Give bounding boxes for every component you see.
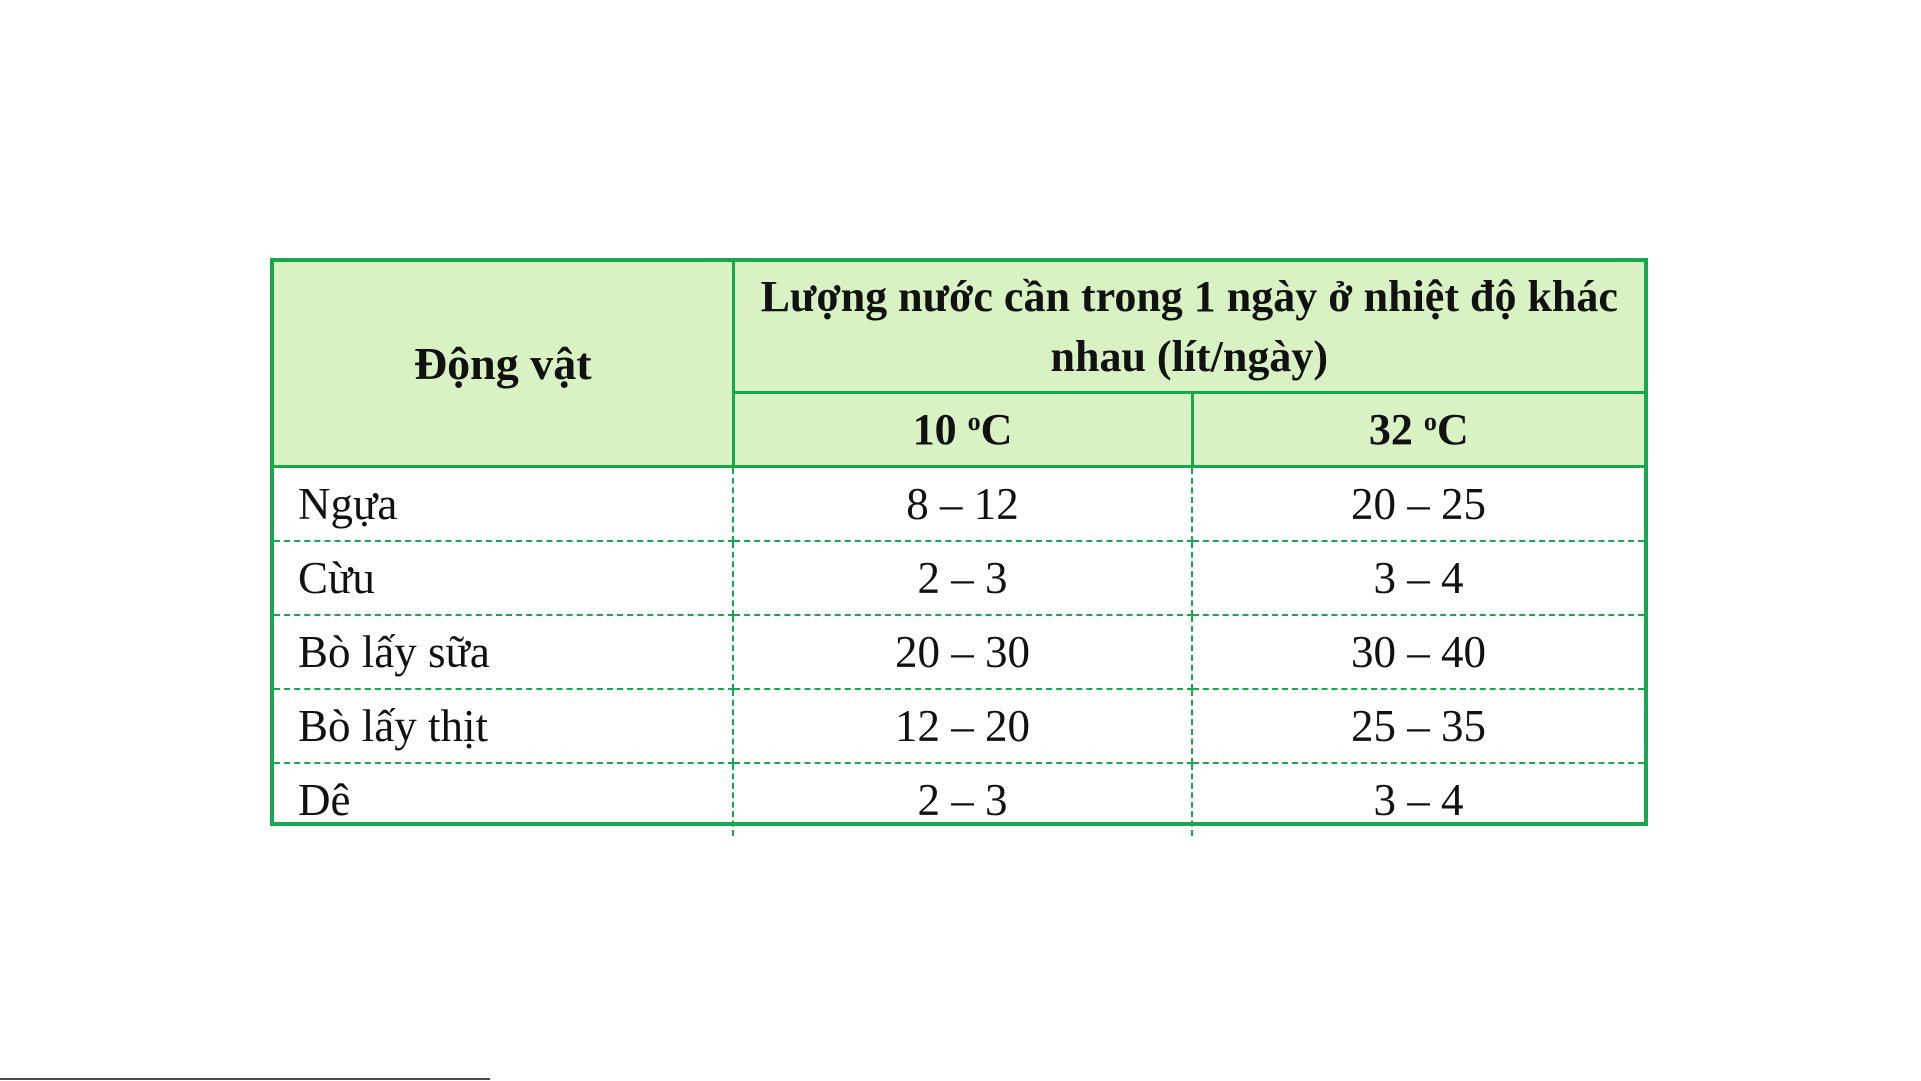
water-32c-cell: 3 – 4 [1373,775,1464,825]
temp-10-value: 10 [912,405,968,454]
water-10c-cell: 8 – 12 [733,467,1192,542]
temp-10-unit: C [980,405,1013,454]
water-32c-cell: 30 – 40 [1192,615,1644,689]
animal-name-cell: Ngựa [274,467,733,542]
animal-column-header: Động vật [274,262,733,467]
temp-10-header [733,393,1192,467]
table-row [274,467,1644,542]
temp-10-degree: o [967,407,981,436]
header-row-group [274,262,1644,393]
temp-32-header [1192,393,1644,467]
water-10c-cell: 2 – 3 [733,763,1192,836]
temp-32-value: 32 [1368,405,1424,454]
temp-32-degree: o [1423,407,1437,436]
animal-name-cell: Bò lấy thịt [274,689,733,763]
table-row [274,615,1644,689]
water-32c-cell: 3 – 4 [1192,541,1644,615]
water-requirement-table-frame [270,258,1648,826]
water-amount-group-header: Lượng nước cần trong 1 ngày ở nhiệt độ khác nhau (lít/ngày) [733,262,1644,393]
table-row [274,689,1644,763]
water-10c-cell: 20 – 30 [733,615,1192,689]
table-row [274,541,1644,615]
animal-name-cell: Cừu [274,541,733,615]
table-row [274,763,1644,836]
water-32c-cell: 25 – 35 [1192,689,1644,763]
temp-32-unit: C [1436,405,1469,454]
water-10c-cell: 2 – 3 [733,541,1192,615]
water-requirement-table [274,262,1644,836]
water-32c-cell: 20 – 25 [1192,467,1644,542]
bottom-divider [0,1078,490,1080]
animal-name-cell: Bò lấy sữa [274,615,733,689]
animal-name-cell: Dê [274,763,733,836]
water-10c-cell: 12 – 20 [733,689,1192,763]
